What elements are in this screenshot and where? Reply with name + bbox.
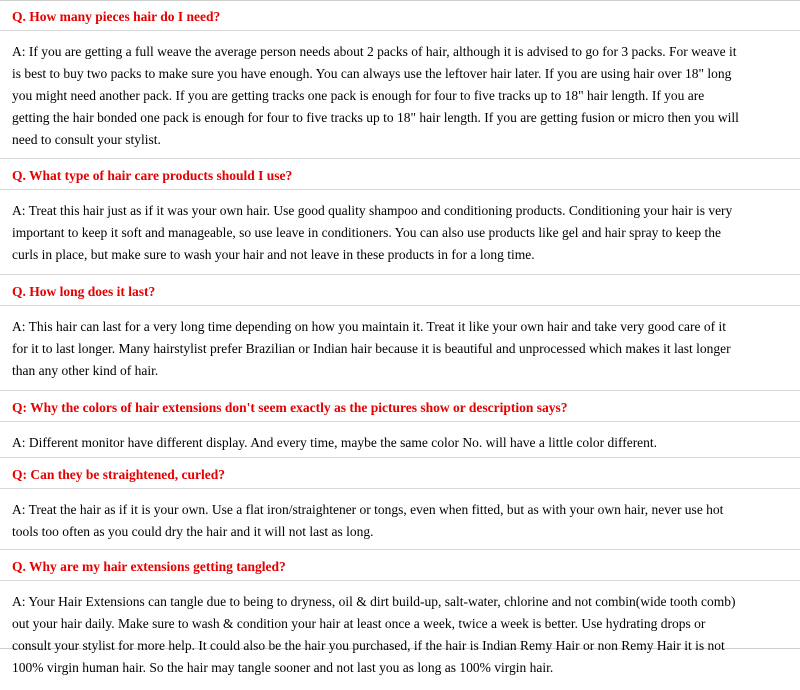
faq-question: Q: Why the colors of hair extensions don't seem exactly as the pictures show or description says?	[0, 391, 800, 422]
faq-answer: A: If you are getting a full weave the average person needs about 2 packs of hair, although it is advised to go for 3 packs. For weave it is best to buy two packs to make sure you have enough. You can always use the leftover hair later. If you are using hair over 18" long you might need another pack. If you are getting tracks one pack is enough for four to five tracks up to 18" hair length. If you are getting the hair bonded one pack is enough for four to five tracks up to 18" hair length. If you are getting fusion or micro then you will need to consult your stylist.	[0, 31, 800, 159]
faq-answer: A: Treat this hair just as if it was your own hair. Use good quality shampoo and conditioning products. Conditioning your hair is very important to keep it soft and manageable, so use leave in conditioners. You can also use products like gel and hair spray to keep the curls in place, but make sure to wash your hair and not leave in these products in for a long time.	[0, 190, 800, 275]
faq-question: Q. What type of hair care products should I use?	[0, 159, 800, 190]
faq-question: Q. Why are my hair extensions getting tangled?	[0, 550, 800, 581]
faq-question: Q. How long does it last?	[0, 275, 800, 306]
faq-item	[0, 0, 800, 159]
faq-answer: A: Your Hair Extensions can tangle due to being to dryness, oil & dirt build-up, salt-water, chlorine and not combin(wide tooth comb) out your hair daily. Make sure to wash & condition your hair at least once a week, twice a week is better. Use hydrating drops or consult your stylist for more help. It could also be the hair you purchased, if the hair is Indian Remy Hair or non Remy Hair it is not 100% virgin human hair. So the hair may tangle sooner and not last you as long as 100% virgin hair.	[12, 594, 736, 675]
faq-answer: A: Treat the hair as if it is your own. Use a flat iron/straightener or tongs, even when fitted, but as with your own hair, never use hot tools too often as you could dry the hair and it will not last as long.	[0, 489, 800, 550]
faq-item	[0, 391, 800, 458]
faq-item	[0, 550, 800, 690]
faq-question: Q: Can they be straightened, curled?	[0, 458, 800, 489]
faq-item	[0, 275, 800, 391]
faq-question: Q. How many pieces hair do I need?	[0, 0, 800, 31]
faq-item	[0, 458, 800, 550]
faq-answer: A: Different monitor have different display. And every time, maybe the same color No. will have a little color different.	[0, 422, 800, 458]
faq-item	[0, 159, 800, 275]
faq-answer: A: This hair can last for a very long time depending on how you maintain it. Treat it like your own hair and take very good care of it for it to last longer. Many hairstylist prefer Brazilian or Indian hair because it is beautiful and unprocessed which makes it last longer than any other kind of hair.	[0, 306, 800, 391]
